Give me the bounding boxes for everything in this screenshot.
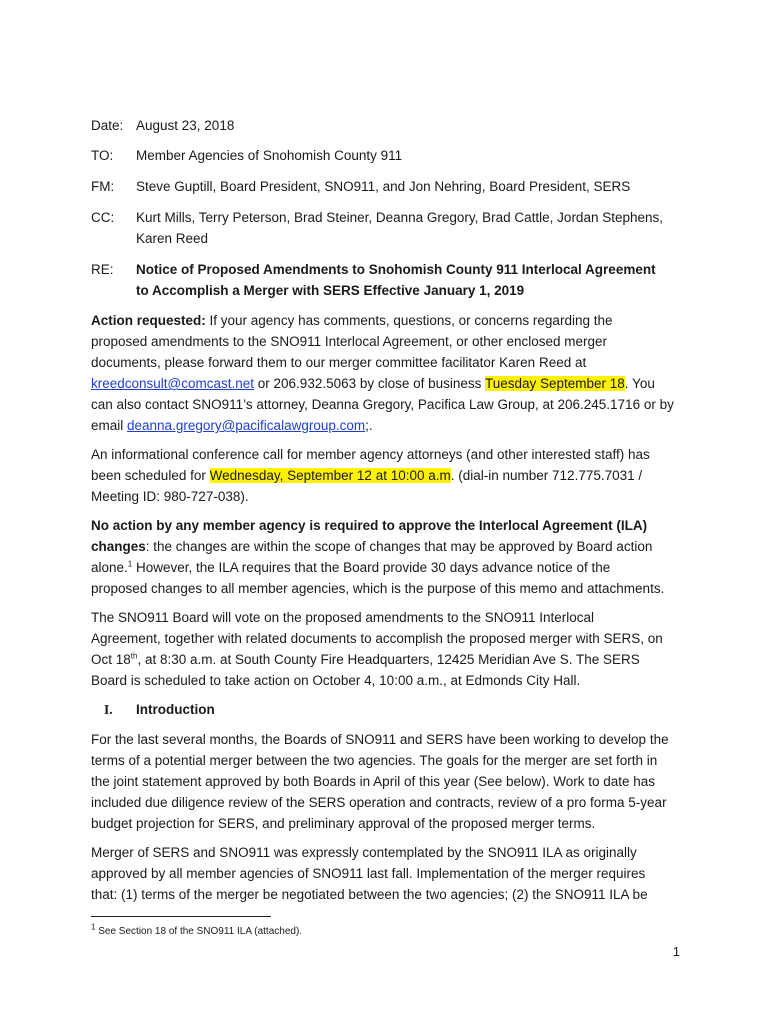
page-number: 1 [672, 944, 680, 959]
no-action-line3 [91, 557, 683, 578]
deadline-highlight: Tuesday September 18 [484, 376, 625, 391]
merger-line2: approved by all member agencies of SNO911 last fall. Implementation of the merger requires [91, 866, 646, 881]
fm-value: Steve Guptill, Board President, SNO911, and Jon Nehring, Board President, SERS [136, 179, 631, 194]
re-value-line1: Notice of Proposed Amendments to Snohomish County 911 Interlocal Agreement [136, 262, 656, 277]
vote-ordinal-sup: th [130, 651, 138, 661]
no-action-text3a: alone. [91, 560, 128, 575]
action-text6b: ;. [365, 418, 373, 433]
action-line6 [91, 415, 683, 436]
section-title: Introduction [136, 702, 215, 717]
footnote-ref[interactable]: 1 [127, 559, 133, 569]
footnote-text: See Section 18 of the SNO911 ILA (attached). [95, 926, 303, 937]
email-link-deanna[interactable]: deanna.gregory@pacificalawgroup.com [127, 418, 366, 433]
no-action-line1: No action by any member agency is required to approve the Interlocal Agreement (ILA) [91, 518, 648, 533]
intro-line1: For the last several months, the Boards of SNO911 and SERS have been working to develop the [91, 732, 669, 747]
merger-line1: Merger of SERS and SNO911 was expressly contemplated by the SNO911 ILA as originally [91, 845, 637, 860]
re-label: RE: [91, 262, 114, 277]
action-text1: If your agency has comments, questions, or concerns regarding the [205, 313, 613, 328]
action-line3: documents, please forward them to our merger committee facilitator Karen Reed at [91, 355, 587, 370]
footnote-mark: 1 [91, 922, 96, 932]
vote-line1: The SNO911 Board will vote on the proposed amendments to the SNO911 Interlocal [91, 610, 595, 625]
action-text4b: . You [624, 376, 655, 391]
section-number: I. [104, 702, 113, 717]
date-value: August 23, 2018 [136, 118, 235, 133]
to-label: TO: [91, 148, 114, 163]
conference-line3: Meeting ID: 980-727-038). [91, 489, 249, 504]
conference-datetime-highlight: Wednesday, September 12 at 10:00 a.m [209, 468, 451, 483]
cc-label: CC: [91, 210, 115, 225]
re-value-line2: to Accomplish a Merger with SERS Effective January 1, 2019 [136, 283, 525, 298]
no-action-line4: proposed changes to all member agencies, which is the purpose of this memo and attachments. [91, 581, 665, 596]
no-action-text3b: However, the ILA requires that the Board provide 30 days advance notice of the [132, 560, 611, 575]
email-link-kreed[interactable]: kreedconsult@comcast.net [91, 376, 255, 391]
action-label: Action requested: [91, 313, 206, 328]
intro-line4: included due diligence review of the SERS operation and contracts, review of a pro forma 5-year [91, 795, 667, 810]
no-action-changes-bold: changes [91, 539, 146, 554]
vote-line2: Agreement, together with related documents to accomplish the proposed merger with SERS, on [91, 631, 663, 646]
no-action-text2: : the changes are within the scope of changes that may be approved by Board action [145, 539, 653, 554]
vote-line4: Board is scheduled to take action on October 4, 10:00 a.m., at Edmonds City Hall. [91, 673, 581, 688]
merger-line3: that: (1) terms of the merger be negotiated between the two agencies; (2) the SNO911 ILA be [91, 887, 648, 902]
vote-text3b: , at 8:30 a.m. at South County Fire Headquarters, 12425 Meridian Ave S. The SERS [137, 652, 640, 667]
conference-line1: An informational conference call for member agency attorneys (and other interested staff) has [91, 447, 650, 462]
conference-line2 [91, 465, 683, 486]
fm-label: FM: [91, 179, 115, 194]
action-line2: proposed amendments to the SNO911 Interlocal Agreement, or other enclosed merger [91, 334, 608, 349]
intro-line2: terms of a potential merger between the two agencies. The goals for the merger are set forth in [91, 753, 658, 768]
action-line4 [91, 373, 683, 394]
cc-value-line2: Karen Reed [136, 231, 209, 246]
vote-line3 [91, 649, 683, 670]
footnote [91, 922, 681, 939]
action-line1 [91, 310, 683, 331]
footnote-divider [91, 916, 271, 917]
intro-line3: the joint statement approved by both Boards in April of this year (See below). Work to date has [91, 774, 656, 789]
cc-value-line1: Kurt Mills, Terry Peterson, Brad Steiner, Deanna Gregory, Brad Cattle, Jordan Stephens, [136, 210, 664, 225]
action-text4: or 206.932.5063 by close of business [254, 376, 485, 391]
intro-line5: budget projection for SERS, and preliminary approval of the proposed merger terms. [91, 816, 596, 831]
to-value: Member Agencies of Snohomish County 911 [136, 148, 403, 163]
date-label: Date: [91, 118, 124, 133]
action-text6: email [91, 418, 128, 433]
conference-text2b: . (dial-in number 712.775.7031 / [450, 468, 643, 483]
action-line5: can also contact SNO911’s attorney, Deanna Gregory, Pacifica Law Group, at 206.245.1716 or by [91, 397, 674, 412]
conference-text2: been scheduled for [91, 468, 210, 483]
vote-text3a: Oct 18 [91, 652, 131, 667]
no-action-line2 [91, 536, 683, 557]
